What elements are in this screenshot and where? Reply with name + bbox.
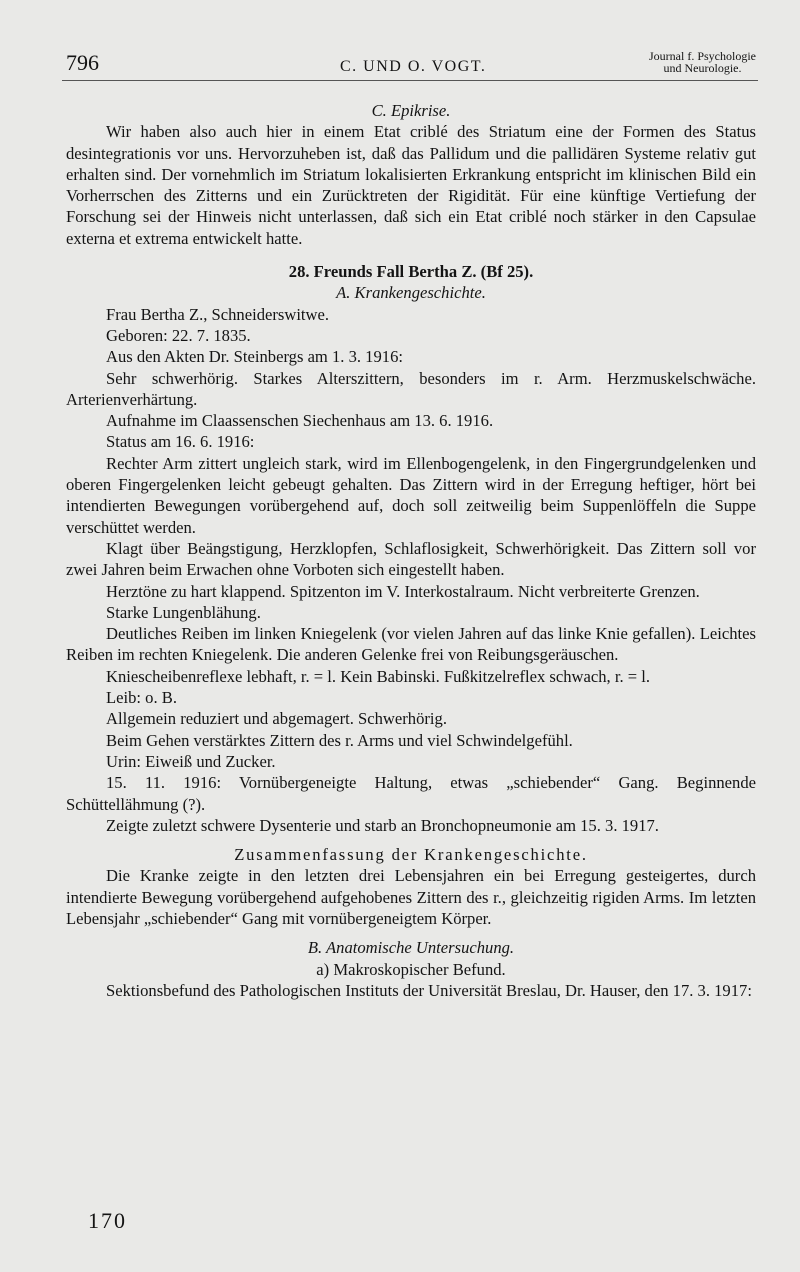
journal-line-2: und Neurologie. [663,61,742,75]
paragraph: Status am 16. 6. 1916: [106,432,255,452]
paragraph: Deutliches Reiben im linken Kniegelenk (vor vielen Jahren auf das linke Knie gefallen). Leichtes Reiben im rechten Kniegelenk. Die anderen Gelenke frei von Reibungsgeräuschen. [66,624,756,665]
page-header [62,48,756,84]
paragraph: Aufnahme im Claassenschen Siechenhaus am 13. 6. 1916. [106,411,494,431]
paragraph: Sektionsbefund des Pathologischen Instituts der Universität Breslau, Dr. Hauser, den 17. 3. 1917: [106,980,752,1000]
paragraph: Zeigte zuletzt schwere Dysenterie und starb an Bronchopneumonie am 15. 3. 1917. [106,815,659,835]
paragraph: Geboren: 22. 7. 1835. [106,325,251,345]
paragraph: Wir haben also auch hier in einem Etat criblé des Striatum eine der Formen des Status desintegrationis vor uns. Hervorzuheben ist, daß das Pallidum und die pallidären Systeme relativ gut erhalten sind. Der vornehmlich im Striatum lokalisierten Erkrankung entspricht im klinischen Bild ein Vorherrschen des Zitterns und ein Zurücktreten der Rigidität. Für eine künftige Vertiefung der Forschung sei der Hinweis nicht unterlassen, daß sich ein Etat criblé noch stärker in den Capsulae externa et extrema entwickelt hatte. [66,122,756,248]
paragraph: 15. 11. 1916: Vornübergeneigte Haltung, etwas „schiebender“ Gang. Beginnende Schüttellähmung (?). [66,773,756,814]
page-number: 796 [66,50,99,75]
signature-mark: 170 [88,1208,127,1233]
journal-line-1: Journal f. Psychologie [649,49,756,63]
paragraph: Starke Lungenblähung. [106,602,261,622]
main-text [66,100,756,1001]
paragraph: B. Anatomische Untersuchung. [307,938,515,958]
journal-title [649,50,756,74]
paragraph: Beim Gehen verstärktes Zittern des r. Arms und viel Schwindelgefühl. [106,730,573,750]
paragraph: 28. Freunds Fall Bertha Z. (Bf 25). [288,262,534,282]
paragraph: Die Kranke zeigte in den letzten drei Lebensjahren ein bei Erregung gesteigertes, durch intendierte Bewegung vorübergehend aufgehobenes Zittern des r., gleichzeitig rigiden Arms. Im letzten Lebensjahr „schiebender“ Gang mit vornübergeneigtem Körper. [66,866,756,928]
paragraph: Frau Bertha Z., Schneiderswitwe. [106,304,330,324]
paragraph: Sehr schwerhörig. Starkes Alterszittern, besonders im r. Arm. Herzmuskelschwäche. Arterienverhärtung. [66,368,756,409]
paragraph: Allgemein reduziert und abgemagert. Schwerhörig. [106,709,447,729]
paragraph: Zusammenfassung der Krankengeschichte. [234,845,588,865]
paragraph: A. Krankengeschichte. [336,283,486,303]
paragraph: Aus den Akten Dr. Steinbergs am 1. 3. 1916: [106,347,403,367]
paragraph: a) Makroskopischer Befund. [316,959,506,979]
paragraph: Herztöne zu hart klappend. Spitzenton im V. Interkostalraum. Nicht verbreiterte Grenzen. [106,581,700,601]
paragraph: Rechter Arm zittert ungleich stark, wird im Ellenbogengelenk, in den Fingergrundgelenken und oberen Fingergelenken leicht gebeugt gehalten. Das Zittern wird in der Erregung heftiger, hört bei intendierten Bewegungen vorübergehend auf, doch soll zeitweilig beim Suppenlöffeln die Suppe verschüttet werden. [66,453,756,537]
paragraph: Klagt über Beängstigung, Herzklopfen, Schlaflosigkeit, Schwerhörigkeit. Das Zittern soll vor zwei Jahren beim Erwachen ohne Vorboten sich eingestellt haben. [66,538,756,580]
paragraph: Leib: o. B. [106,688,177,708]
paragraph: Urin: Eiweiß und Zucker. [106,751,276,771]
paragraph: C. Epikrise. [371,101,451,120]
running-head: C. UND O. VOGT. [340,58,487,75]
paragraph: Kniescheibenreflexe lebhaft, r. = l. Kein Babinski. Fußkitzelreflex schwach, r. = l. [106,666,651,686]
header-rule [62,80,758,81]
